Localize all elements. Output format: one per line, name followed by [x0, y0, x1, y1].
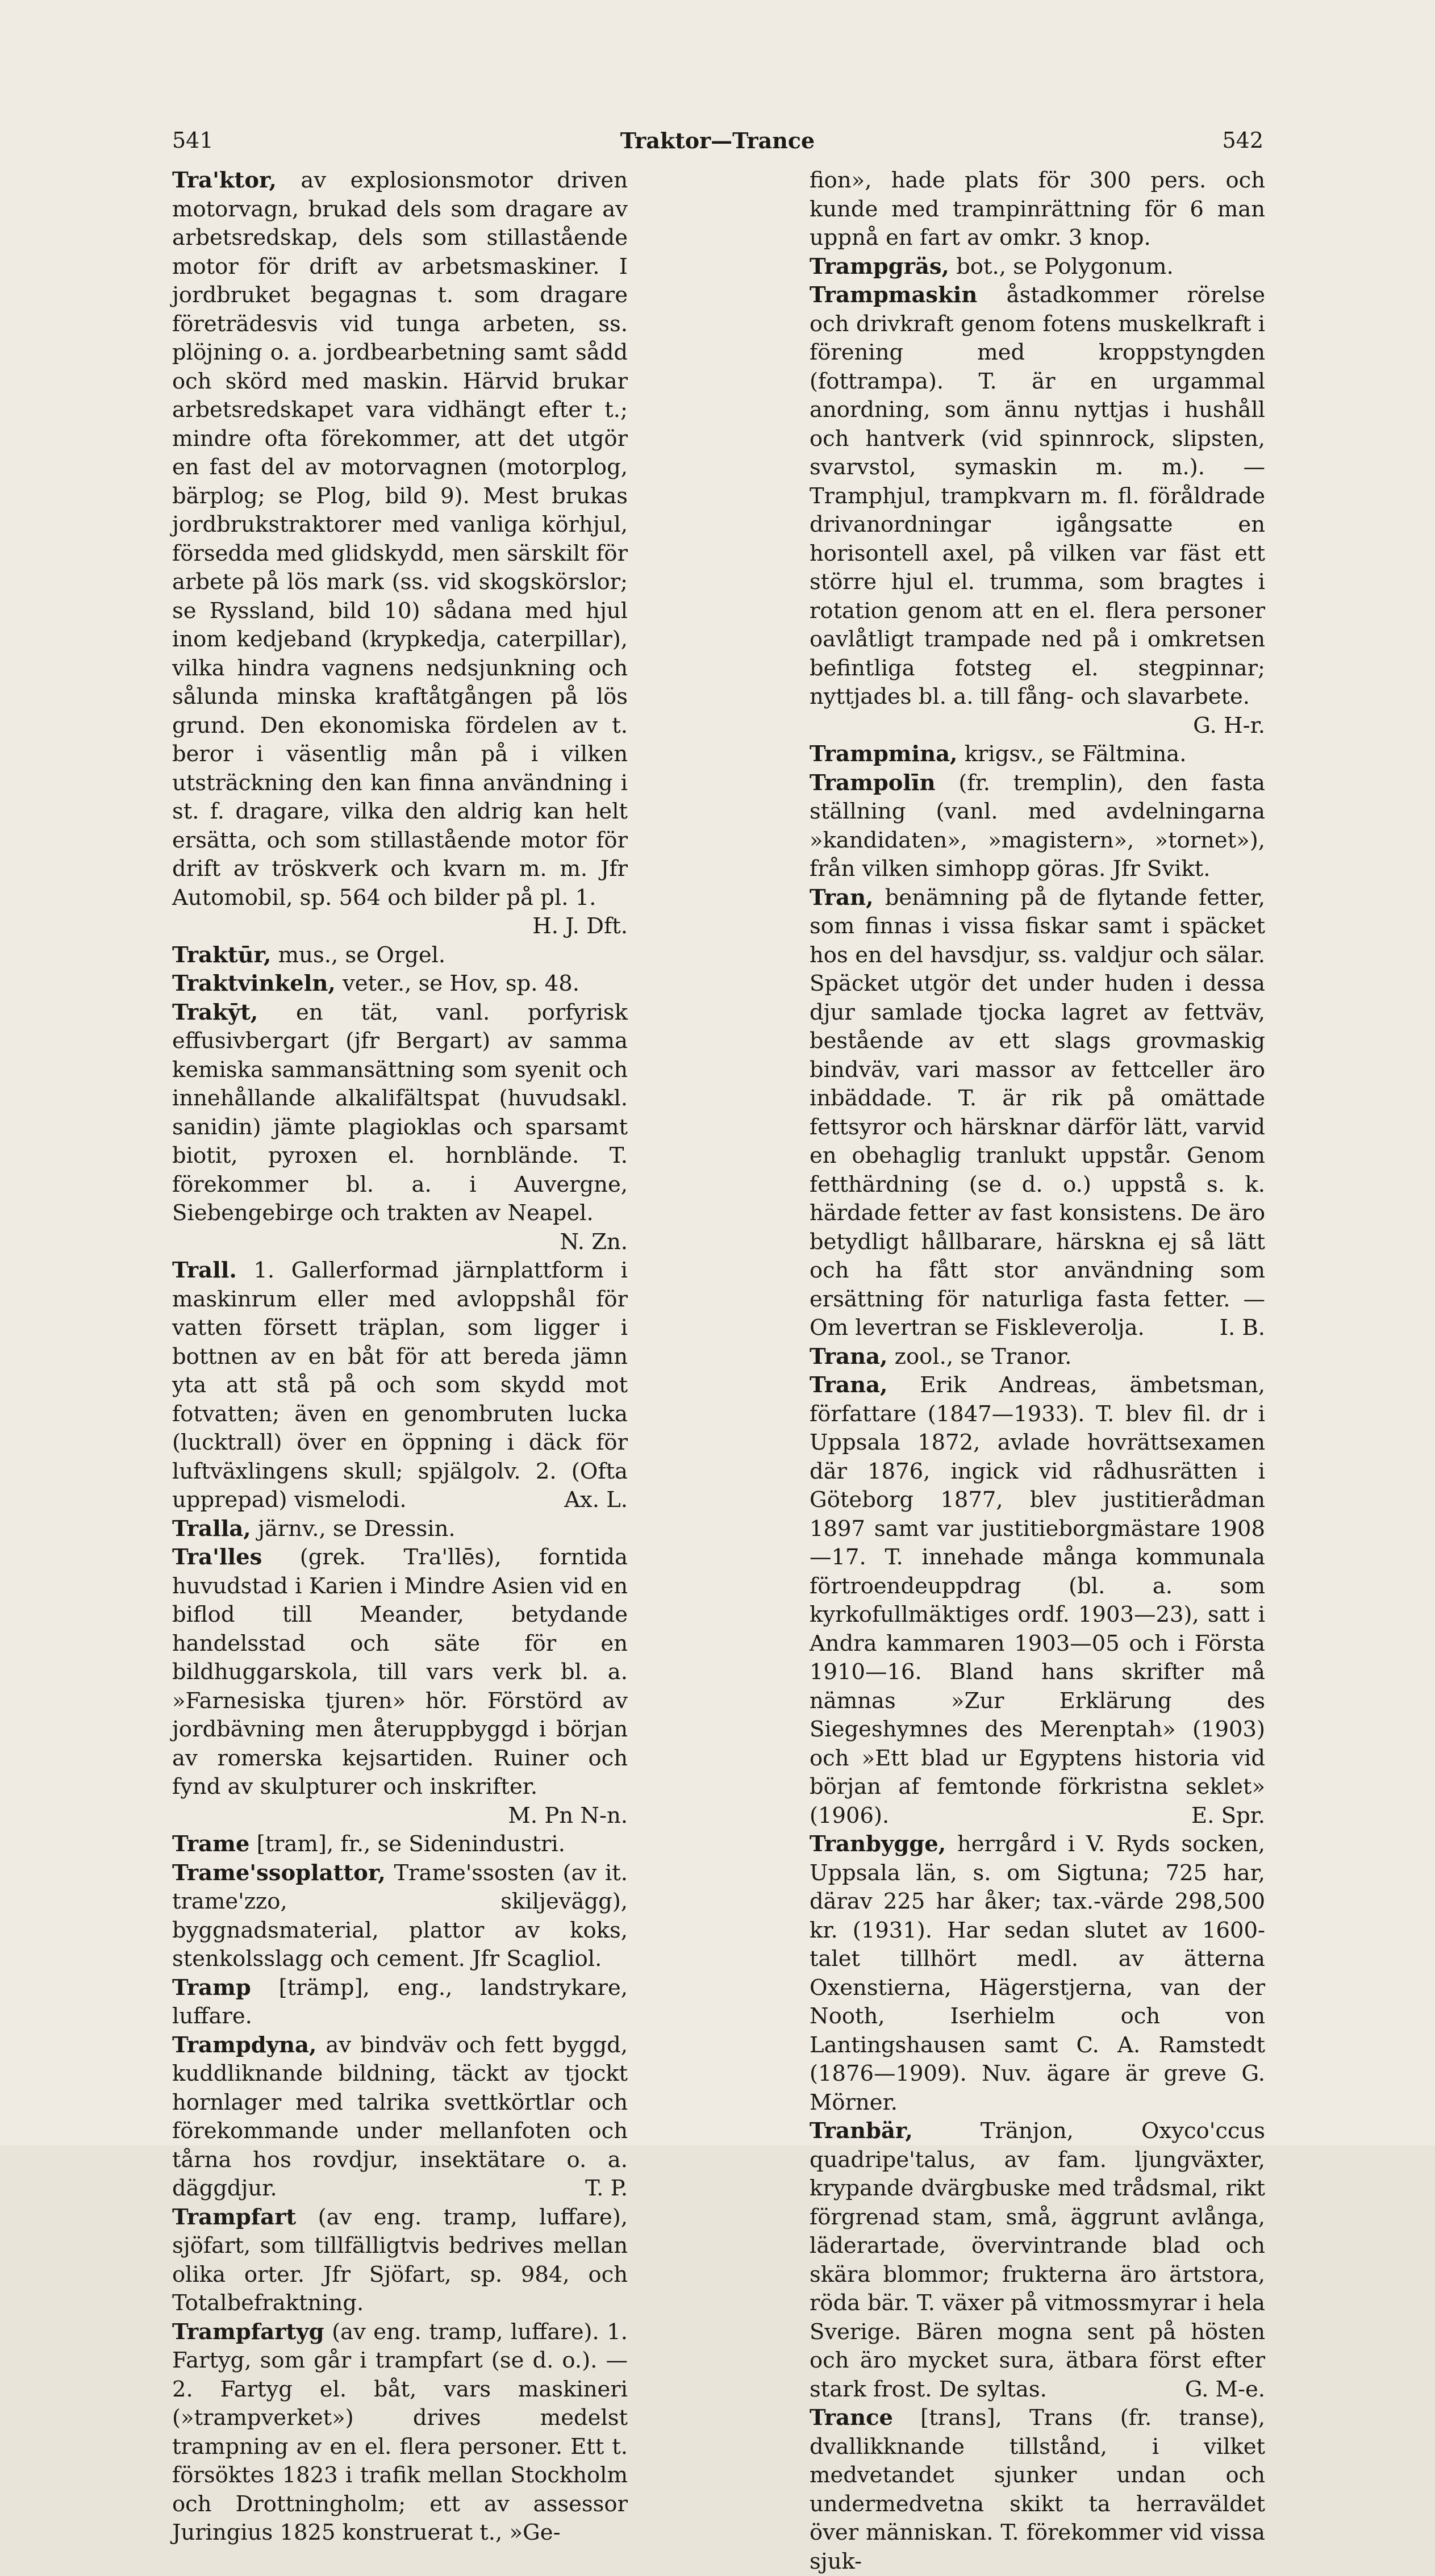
entry-text: (av eng. tramp, luffare), sjöfart, som tillfälligtvis bedrives mellan olika orter. Jfr Sjöfart, sp. 984, och Totalbefraktning. — [172, 2204, 628, 2316]
dictionary-entry — [172, 166, 628, 941]
entry-headword: Trana, — [810, 1343, 888, 1370]
dictionary-entry — [172, 1256, 628, 1515]
entry-text: av explosionsmotor driven motorvagn, brukad dels som dragare av arbetsredskap, dels som stillastående motor för drift av arbetsmaskiner. I jordbruket begagnas t. som dragare företrädesvis vid tunga arbeten, ss. plöjning o. a. jordbearbetning samt sådd och skörd med maskin. Härvid brukar arbetsredskapet vara vidhängt efter t.; mindre ofta förekommer, att det utgör en fast del av motorvagnen (motorplog, bärplog; se Plog, bild 9). Mest brukas jordbrukstraktorer med vanliga körhjul, försedda med glidskydd, men särskilt för arbete på lös mark (ss. vid skogskörslor; se Ryssland, bild 10) sådana med hjul inom kedjeband (krypkedja, caterpillar), vilka hindra vagnens nedsjunkning och sålunda minska kraftåtgången på lös grund. Den ekonomiska fördelen av t. beror i väsentlig mån på i vilken utsträckning den kan finna användning i st. f. dragare, vilka den aldrig kan helt ersätta, och som stillastående motor för drift av tröskverk och kvarn m. m. Jfr Automobil, sp. 564 och bilder på pl. 1. — [172, 168, 628, 911]
entry-text: åstadkommer rörelse och drivkraft genom fotens muskelkraft i förening med kroppstyngden (fottrampa). T. är en urgammal anordning, som ännu nyttjas i hushåll och hantverk (vid spinnrock, slipsten, svarvstol, symaskin m. m.). — Tramphjul, trampkvarn m. fl. föråldrade drivanordningar igångsatte en horisontell axel, på vilken var fäst ett större hjul el. trumma, som bragtes i rotation genom att en el. flera personer oavlåtligt trampade ned på i omkretsen befintliga fotsteg el. stegpinnar; nyttjades bl. a. till fång- och slavarbete. — [810, 282, 1265, 709]
entry-headword: Trance — [810, 2405, 894, 2431]
page-header — [0, 128, 1435, 162]
author-signature: N. Zn. — [560, 1229, 628, 1255]
entry-headword: Trampfartyg — [172, 2319, 324, 2345]
entry-headword: Tralla, — [172, 1515, 251, 1542]
entry-text: [trämp], eng., landstrykare, luffare. — [172, 1974, 628, 2029]
dictionary-entry — [172, 2031, 628, 2203]
dictionary-entry — [810, 2404, 1265, 2576]
author-signature: Ax. L. — [564, 1487, 628, 1513]
dictionary-entry — [810, 740, 1265, 769]
entry-text: veter., se Hov, sp. 48. — [342, 971, 579, 996]
entry-text: [trans], Trans (fr. transe), dvallikknande tillstånd, i vilket medvetandet sjunker undan och undermedvetna skikt ta herraväldet över människan. T. förekommer vid vissa sjuk- — [810, 2405, 1265, 2574]
dictionary-entry — [810, 1343, 1265, 1372]
entry-text: zool., se Tranor. — [894, 1343, 1072, 1370]
left-column — [172, 166, 628, 2548]
entry-headword: Trame — [172, 1831, 250, 1857]
entry-headword: Tra'lles — [172, 1544, 262, 1570]
entry-headword: Tra'ktor, — [172, 168, 277, 193]
page-number-right: 542 — [1222, 128, 1263, 153]
entry-text: fion», hade plats för 300 pers. och kunde med trampinrättning för 6 man uppnå en fart av omkr. 3 knop. — [810, 168, 1265, 250]
page-number-left: 541 — [172, 128, 214, 153]
entry-text: krigsv., se Fältmina. — [964, 741, 1187, 767]
dictionary-entry — [810, 253, 1265, 282]
entry-headword: Tranbär, — [810, 2118, 913, 2144]
entry-text: Tränjon, Oxyco'ccus quadripe'talus, av fam. ljungväxter, krypande dvärgbuske med trådsmal, rikt förgrenad stam, små, äggrunt avlånga, läderartade, övervintrande blad och skära blommor; frukterna äro ärtstora, röda bär. T. växer på vitmossmyrar i hela Sverige. Bären mogna sent på hösten och äro mycket sura, ätbara först efter stark frost. De syltas. — [810, 2118, 1265, 2402]
dictionary-entry — [172, 1515, 628, 1544]
author-signature: I. B. — [1219, 1315, 1265, 1341]
dictionary-entry — [172, 1859, 628, 1974]
dictionary-entry — [172, 970, 628, 999]
dictionary-entry — [172, 1543, 628, 1830]
entry-headword: Trampmina, — [810, 741, 958, 767]
entry-headword: Tranbygge, — [810, 1831, 946, 1857]
dictionary-entry — [810, 166, 1265, 253]
entry-text: [tram], fr., se Sidenindustri. — [256, 1831, 565, 1857]
dictionary-entry — [172, 2203, 628, 2318]
dictionary-entry — [172, 941, 628, 970]
author-signature: G. H-r. — [1193, 712, 1265, 738]
entry-headword: Tran, — [810, 884, 874, 911]
author-signature: G. M-e. — [1184, 2376, 1265, 2402]
entry-headword: Trampfart — [172, 2204, 297, 2230]
entry-text: 1. Gallerformad järnplattform i maskinrum eller med avloppshål för vatten försett träplan, som ligger i bottnen av en båt för att bereda jämn yta att stå på och som skydd mot fotvatten; även en genombruten lucka (lucktrall) över en öppning i däck för luftväxlingens skull; spjälgolv. 2. (Ofta upprepad) vismelodi. — [172, 1258, 628, 1513]
dictionary-entry — [172, 999, 628, 1257]
dictionary-entry — [172, 1830, 628, 1859]
entry-headword: Trakȳt, — [172, 999, 258, 1025]
dictionary-entry — [172, 2318, 628, 2548]
entry-headword: Trampdyna, — [172, 2032, 317, 2058]
entry-text: av bindväv och fett byggd, kuddliknande bildning, täckt av tjockt hornlager med talrika svettkörtlar och förekommande under mellanfoten och tårna hos rovdjur, insektätare o. a. däggdjur. — [172, 2032, 628, 2201]
entry-text: herrgård i V. Ryds socken, Uppsala län, s. om Sigtuna; 725 har, därav 225 har åker; tax.-värde 298,500 kr. (1931). Har sedan slutet av 1600-talet tillhört medl. av ätterna Oxenstierna, Hägerstjerna, van der Nooth, Iserhielm och von Lantingshausen samt C. A. Ramstedt (1876—1909). Nuv. ägare är greve G. Mörner. — [810, 1831, 1265, 2115]
entry-text: järnv., se Dressin. — [257, 1515, 456, 1542]
entry-headword: Trame'ssoplattor, — [172, 1860, 386, 1886]
entry-text: en tät, vanl. porfyrisk effusivbergart (jfr Bergart) av samma kemiska sammansättning som syenit och innehållande alkalifältspat (huvudsakl. sanidin) jämte plagioklas och sparsamt biotit, pyroxen el. hornblände. T. förekommer bl. a. i Auvergne, Siebengebirge och trakten av Neapel. — [172, 999, 628, 1226]
entry-headword: Trampmaskin — [810, 282, 978, 308]
dictionary-entry — [810, 281, 1265, 740]
entry-headword: Trall. — [172, 1258, 237, 1283]
entry-text: Trame'ssosten (av it. trame'zzo, skiljevägg), byggnadsmaterial, plattor av koks, stenkolsslagg och cement. Jfr Scagliol. — [172, 1860, 628, 1972]
entry-headword: Traktūr, — [172, 942, 272, 968]
dictionary-entry — [810, 1371, 1265, 1830]
dictionary-entry — [810, 769, 1265, 884]
entry-text: mus., se Orgel. — [278, 942, 446, 968]
running-head: Traktor—Trance — [620, 128, 815, 153]
dictionary-entry — [810, 884, 1265, 1343]
dictionary-entry — [810, 2117, 1265, 2404]
entry-text: (fr. tremplin), den fasta ställning (vanl. med avdelningarna »kandidaten», »magistern», »tornet»), från vilken simhopp göras. Jfr Svikt. — [810, 770, 1265, 882]
author-signature: M. Pn N-n. — [508, 1802, 628, 1828]
entry-text: (grek. Tra'llēs), forntida huvudstad i Karien i Mindre Asien vid en biflod till Meander, betydande handelsstad och säte för en bildhuggarskola, till vars verk bl. a. »Farnesiska tjuren» hör. Förstörd av jordbävning men återuppbyggd i början av romerska kejsartiden. Ruiner och fynd av skulpturer och inskrifter. — [172, 1544, 628, 1800]
entry-headword: Trana, — [810, 1372, 888, 1398]
entry-headword: Traktvinkeln, — [172, 971, 336, 996]
entry-text: benämning på de flytande fetter, som finnas i vissa fiskar samt i späcket hos en del havsdjur, ss. valdjur och sälar. Späcket utgör det under huden i dessa djur samlade tjocka lagret av fettväv, bestående av ett slags grovmaskig bindväv, vari massor av fettceller äro inbäddade. T. är rik på omättade fettsyror och härsknar därför lätt, varvid en obehaglig tranlukt uppstår. Genom fetthärdning (se d. o.) uppstå s. k. härdade fetter av fast konsistens. De äro betydligt hållbarare, härskna ej så lätt och ha fått stor användning som ersättning för naturliga fasta fetter. — Om levertran se Fiskleverolja. — [810, 884, 1265, 1341]
entry-text: bot., se Polygonum. — [956, 253, 1174, 279]
author-signature: T. P. — [585, 2176, 628, 2201]
author-signature: H. J. Dft. — [532, 913, 628, 939]
entry-headword: Tramp — [172, 1974, 251, 2001]
entry-text: Erik Andreas, ämbetsman, författare (1847—1933). T. blev fil. dr i Uppsala 1872, avlade hovrättsexamen där 1876, ingick vid rådhusrätten i Göteborg 1877, blev justitierådman 1897 samt var justitieborgmästare 1908—17. T. innehade många kommunala förtroendeuppdrag (bl. a. som kyrkofullmäktiges ordf. 1903—23), satt i Andra kammaren 1903—05 och i Första 1910—16. Bland hans skrifter må nämnas »Zur Erklärung des Siegeshymnes des Merenptah» (1903) och »Ett blad ur Egyptens historia vid början af femtonde förkristna seklet» (1906). — [810, 1372, 1265, 1828]
entry-text: (av eng. tramp, luffare). 1. Fartyg, som går i trampfart (se d. o.). — 2. Fartyg el. båt, vars maskineri (»trampverket») drives medelst trampning av en el. flera personer. Ett t. försöktes 1823 i trafik mellan Stockholm och Drottningholm; ett av assessor Juringius 1825 konstruerat t., »Ge- — [172, 2319, 628, 2545]
author-signature: E. Spr. — [1191, 1802, 1265, 1828]
entry-headword: Trampolīn — [810, 770, 936, 796]
entry-headword: Trampgräs, — [810, 253, 949, 279]
dictionary-entry — [810, 1830, 1265, 2117]
dictionary-entry — [172, 1974, 628, 2031]
right-column — [810, 166, 1265, 2576]
